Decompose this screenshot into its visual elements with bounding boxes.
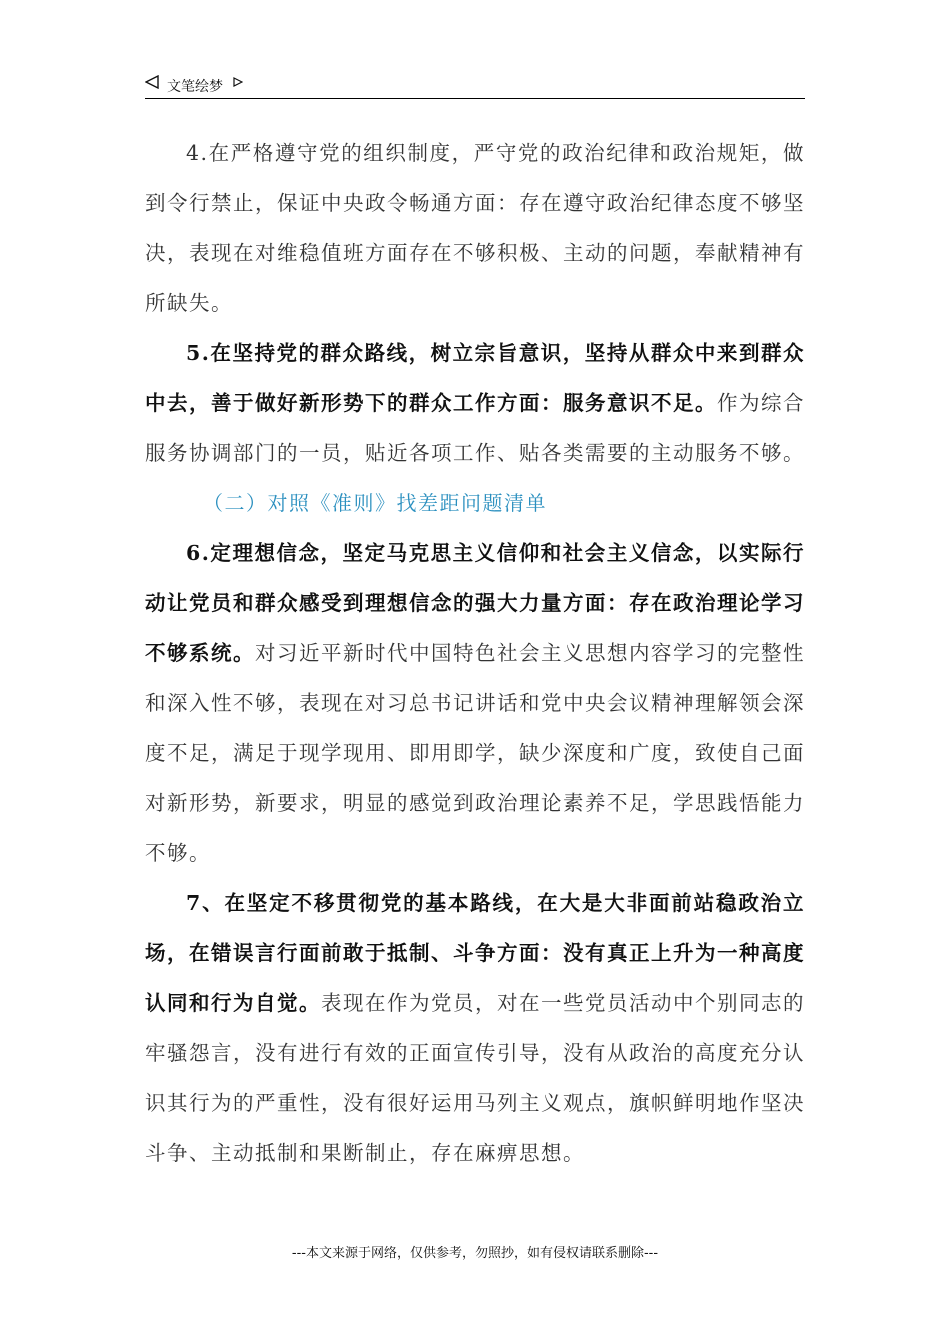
paragraph-4-text: 4.在严格遵守党的组织制度，严守党的政治纪律和政治规矩，做到令行禁止，保证中央政令畅通方面：存在遵守政治纪律态度不够坚决，表现在对维稳值班方面存在不够积极、主动的问题，奉献精神有所缺失。 — [145, 141, 805, 315]
paragraph-6 — [145, 528, 805, 878]
paragraph-6-text: 对习近平新时代中国特色社会主义思想内容学习的完整性和深入性不够，表现在对习总书记讲话和党中央会议精神理解领会深度不足，满足于现学现用、即用即学，缺少深度和广度，致使自己面对新形势，新要求，明显的感觉到政治理论素养不足，学思践悟能力不够。 — [145, 641, 805, 865]
paragraph-6-heading: 6.定理想信念，坚定马克思主义信仰和社会主义信念，以实际行动让党员和群众感受到理想信念的强大力量方面：存在政治理论学习不够系统。 — [145, 541, 805, 665]
paragraph-5 — [145, 328, 805, 478]
page-header — [145, 72, 805, 99]
paragraph-7-heading: 7、在坚定不移贯彻党的基本路线，在大是大非面前站稳政治立场，在错误言行面前敢于抵制、斗争方面：没有真正上升为一种高度认同和行为自觉。 — [145, 891, 805, 1015]
section-subheading: （二）对照《准则》找差距问题清单 — [203, 491, 547, 515]
brand-name: 文笔绘梦 — [167, 79, 223, 95]
document-body — [145, 128, 805, 1178]
triangle-right-icon — [233, 77, 243, 87]
footer-disclaimer: ---本文来源于网络，仅供参考，勿照抄，如有侵权请联系删除--- — [291, 1246, 659, 1261]
paragraph-7-text: 表现在作为党员，对在一些党员活动中个别同志的牢骚怨言，没有进行有效的正面宣传引导，没有从政治的高度充分认识其行为的严重性，没有很好运用马列主义观点，旗帜鲜明地作坚决斗争、主动抵制和果断制止，存在麻痹思想。 — [145, 991, 805, 1165]
paragraph-5-heading: 5.在坚持党的群众路线，树立宗旨意识，坚持从群众中来到群众中去，善于做好新形势下的群众工作方面：服务意识不足。 — [145, 341, 805, 415]
paragraph-7 — [145, 878, 805, 1178]
paragraph-5-text: 作为综合服务协调部门的一员，贴近各项工作、贴各类需要的主动服务不够。 — [145, 391, 805, 465]
paragraph-4 — [145, 128, 805, 328]
triangle-left-icon — [145, 75, 159, 89]
